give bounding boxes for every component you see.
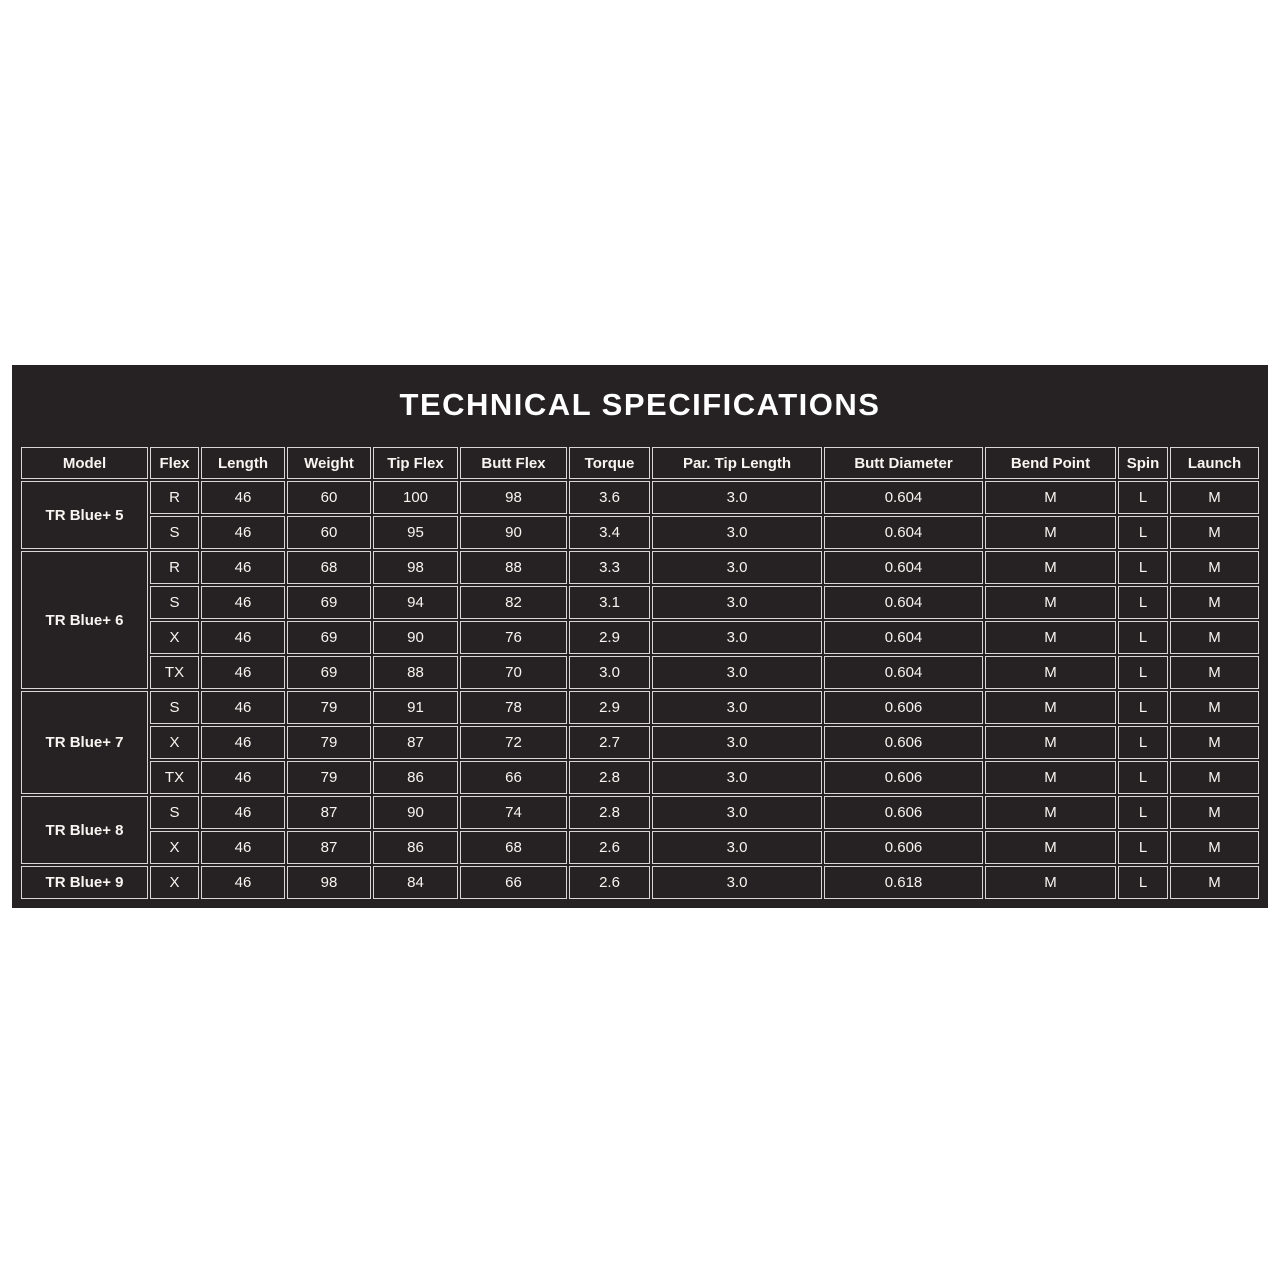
column-header-par-tip-length: Par. Tip Length [652,447,822,479]
column-header-torque: Torque [569,447,650,479]
flex-cell: X [150,831,199,864]
spec-cell: M [985,831,1116,864]
spec-cell: 0.606 [824,796,983,829]
spec-cell: 0.604 [824,551,983,584]
spec-cell: 3.3 [569,551,650,584]
spec-cell: M [1170,691,1259,724]
spec-cell: M [985,796,1116,829]
spec-cell: L [1118,761,1168,794]
spec-cell: 3.1 [569,586,650,619]
spec-cell: L [1118,621,1168,654]
spec-cell: 3.0 [652,866,822,899]
spec-cell: 0.604 [824,481,983,514]
table-row [21,551,1259,584]
spec-cell: M [1170,726,1259,759]
spec-cell: M [985,586,1116,619]
spec-cell: 3.0 [652,761,822,794]
column-header-butt-flex: Butt Flex [460,447,567,479]
spec-cell: 0.618 [824,866,983,899]
model-cell-tr-blue-8: TR Blue+ 8 [21,796,148,864]
spec-cell: M [985,551,1116,584]
spec-cell: M [985,516,1116,549]
spec-cell: 3.0 [569,656,650,689]
flex-cell: S [150,691,199,724]
spec-cell: M [1170,831,1259,864]
spec-cell: 94 [373,586,458,619]
column-header-tip-flex: Tip Flex [373,447,458,479]
spec-cell: 84 [373,866,458,899]
column-header-weight: Weight [287,447,371,479]
spec-cell: M [985,726,1116,759]
flex-cell: TX [150,656,199,689]
spec-cell: 46 [201,831,285,864]
spec-cell: 3.0 [652,481,822,514]
table-row [21,866,1259,899]
spec-cell: 68 [460,831,567,864]
spec-cell: M [985,481,1116,514]
spec-cell: 70 [460,656,567,689]
spec-cell: 46 [201,796,285,829]
spec-cell: L [1118,691,1168,724]
model-cell-tr-blue-5: TR Blue+ 5 [21,481,148,549]
spec-cell: L [1118,726,1168,759]
spec-cell: 3.0 [652,656,822,689]
spec-cell: 3.0 [652,831,822,864]
spec-cell: 46 [201,656,285,689]
spec-cell: 98 [460,481,567,514]
flex-cell: R [150,481,199,514]
spec-cell: 3.0 [652,726,822,759]
table-row [21,656,1259,689]
spec-cell: 46 [201,761,285,794]
spec-cell: M [985,691,1116,724]
table-row [21,691,1259,724]
table-row [21,621,1259,654]
spec-cell: 0.606 [824,831,983,864]
spec-cell: M [1170,621,1259,654]
spec-cell: M [985,761,1116,794]
spec-cell: M [1170,551,1259,584]
spec-cell: 2.9 [569,621,650,654]
spec-cell: 79 [287,726,371,759]
spec-cell: L [1118,516,1168,549]
spec-cell: 82 [460,586,567,619]
spec-cell: 95 [373,516,458,549]
table-row [21,761,1259,794]
spec-cell: 2.8 [569,796,650,829]
spec-cell: 0.604 [824,586,983,619]
spec-cell: 60 [287,481,371,514]
spec-cell: L [1118,796,1168,829]
spec-cell: 76 [460,621,567,654]
spec-cell: 90 [373,796,458,829]
spec-cell: 46 [201,726,285,759]
spec-cell: M [1170,866,1259,899]
spec-cell: 86 [373,761,458,794]
model-cell-tr-blue-6: TR Blue+ 6 [21,551,148,689]
column-header-bend-point: Bend Point [985,447,1116,479]
panel-title: TECHNICAL SPECIFICATIONS [399,387,881,422]
column-header-model: Model [21,447,148,479]
spec-cell: 46 [201,586,285,619]
spec-cell: 100 [373,481,458,514]
flex-cell: R [150,551,199,584]
spec-cell: 60 [287,516,371,549]
spec-cell: M [985,866,1116,899]
table-row [21,586,1259,619]
spec-cell: 98 [287,866,371,899]
column-header-length: Length [201,447,285,479]
spec-cell: M [1170,656,1259,689]
table-row [21,796,1259,829]
spec-cell: 0.604 [824,621,983,654]
spec-cell: 78 [460,691,567,724]
spec-cell: 3.0 [652,621,822,654]
spec-cell: 0.604 [824,656,983,689]
spec-cell: 66 [460,866,567,899]
spec-cell: 3.0 [652,516,822,549]
spec-cell: 69 [287,621,371,654]
spec-cell: 3.0 [652,796,822,829]
spec-cell: 0.606 [824,761,983,794]
spec-cell: 2.9 [569,691,650,724]
flex-cell: X [150,621,199,654]
spec-cell: 46 [201,551,285,584]
column-header-launch: Launch [1170,447,1259,479]
spec-cell: L [1118,831,1168,864]
spec-cell: M [1170,481,1259,514]
model-cell-tr-blue-7: TR Blue+ 7 [21,691,148,794]
spec-cell: 68 [287,551,371,584]
spec-cell: 46 [201,621,285,654]
column-header-butt-diameter: Butt Diameter [824,447,983,479]
spec-cell: M [1170,516,1259,549]
spec-cell: 87 [287,796,371,829]
spec-cell: 2.8 [569,761,650,794]
spec-table [19,445,1261,901]
spec-cell: 74 [460,796,567,829]
model-cell-tr-blue-9: TR Blue+ 9 [21,866,148,899]
flex-cell: S [150,516,199,549]
spec-cell: L [1118,586,1168,619]
spec-cell: 87 [373,726,458,759]
spec-cell: 79 [287,761,371,794]
spec-cell: M [985,656,1116,689]
header-row [21,447,1259,479]
spec-cell: L [1118,551,1168,584]
spec-cell: M [985,621,1116,654]
table-row [21,726,1259,759]
spec-cell: M [1170,586,1259,619]
flex-cell: X [150,866,199,899]
flex-cell: S [150,586,199,619]
flex-cell: X [150,726,199,759]
spec-cell: 3.6 [569,481,650,514]
table-row [21,831,1259,864]
table-row [21,481,1259,514]
spec-cell: 46 [201,866,285,899]
technical-specifications-panel [12,365,1268,908]
spec-cell: 3.0 [652,586,822,619]
spec-cell: 87 [287,831,371,864]
spec-cell: M [1170,796,1259,829]
spec-cell: 69 [287,586,371,619]
spec-cell: 2.6 [569,831,650,864]
spec-cell: 0.606 [824,691,983,724]
spec-cell: 46 [201,691,285,724]
spec-cell: 46 [201,516,285,549]
spec-cell: 3.0 [652,691,822,724]
spec-cell: 46 [201,481,285,514]
flex-cell: TX [150,761,199,794]
spec-cell: 3.4 [569,516,650,549]
spec-cell: 90 [373,621,458,654]
spec-cell: 69 [287,656,371,689]
spec-cell: 90 [460,516,567,549]
spec-cell: L [1118,866,1168,899]
spec-cell: 3.0 [652,551,822,584]
spec-table-body [21,481,1259,899]
spec-cell: 79 [287,691,371,724]
column-header-flex: Flex [150,447,199,479]
spec-cell: 72 [460,726,567,759]
spec-table-header [21,447,1259,479]
spec-cell: L [1118,481,1168,514]
spec-cell: 91 [373,691,458,724]
spec-cell: 2.6 [569,866,650,899]
flex-cell: S [150,796,199,829]
spec-cell: 88 [460,551,567,584]
spec-cell: 0.606 [824,726,983,759]
table-row [21,516,1259,549]
spec-cell: 0.604 [824,516,983,549]
spec-cell: 98 [373,551,458,584]
spec-cell: 66 [460,761,567,794]
spec-cell: L [1118,656,1168,689]
spec-cell: 86 [373,831,458,864]
spec-cell: M [1170,761,1259,794]
spec-cell: 88 [373,656,458,689]
column-header-spin: Spin [1118,447,1168,479]
spec-cell: 2.7 [569,726,650,759]
